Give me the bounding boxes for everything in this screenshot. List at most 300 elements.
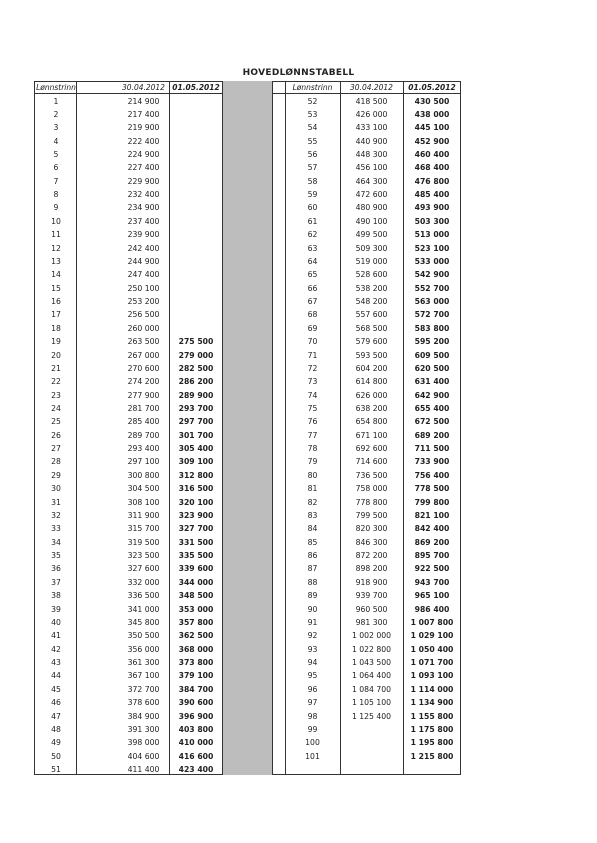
new-salary-cell: 513 000 [414, 230, 450, 240]
step-cell: 16 [51, 297, 61, 307]
column-divider [76, 81, 77, 775]
new-salary-cell: 1 114 000 [410, 684, 454, 694]
step-cell: 83 [307, 510, 318, 520]
new-salary-cell: 275 500 [178, 337, 214, 347]
step-cell: 18 [51, 323, 61, 333]
new-salary-cell [170, 148, 222, 161]
old-salary-cell: 918 900 [355, 577, 388, 587]
step-cell: 29 [51, 470, 61, 480]
old-salary-cell: 1 002 000 [351, 631, 392, 641]
old-salary-cell: 267 000 [127, 350, 160, 360]
step-cell: 24 [51, 404, 61, 413]
old-salary-cell: 297 100 [127, 457, 160, 467]
step-cell: 32 [51, 510, 61, 520]
step-cell: 68 [307, 310, 318, 320]
header-step-right: Lønnstrinn [292, 83, 333, 92]
old-salary-cell: 604 200 [355, 363, 388, 373]
new-salary-cell: 733 900 [414, 457, 450, 467]
step-cell: 78 [307, 444, 318, 454]
new-salary-cell [170, 201, 222, 214]
step-cell: 49 [51, 738, 61, 748]
step-cell: 58 [307, 176, 318, 186]
new-salary-cell [170, 95, 222, 108]
step-cell: 70 [307, 337, 318, 347]
step-cell: 35 [51, 551, 61, 561]
step-cell: 86 [307, 551, 318, 561]
step-cell: 43 [51, 658, 61, 668]
step-cell: 85 [307, 537, 318, 547]
step-cell: 52 [307, 96, 318, 106]
old-salary-cell: 229 900 [127, 176, 160, 186]
old-salary-cell: 253 200 [127, 297, 160, 307]
new-salary-cell [170, 268, 222, 281]
step-cell: 73 [307, 377, 318, 387]
new-salary-cell: 368 000 [178, 644, 214, 654]
new-salary-cell: 305 400 [178, 444, 214, 454]
old-salary-cell: 614 800 [355, 377, 388, 387]
step-cell: 31 [51, 497, 61, 507]
new-salary-cell: 430 500 [414, 96, 450, 106]
step-cell: 79 [307, 457, 318, 467]
step-cell: 10 [51, 216, 61, 226]
old-salary-cell: 263 500 [127, 337, 160, 347]
old-salary-cell: 404 600 [127, 751, 160, 761]
new-salary-cell: 339 600 [178, 564, 214, 574]
new-salary-cell: 1 215 800 [410, 751, 454, 761]
new-salary-cell [170, 108, 222, 121]
step-cell: 84 [307, 524, 318, 534]
old-salary-cell: 736 500 [355, 470, 388, 480]
new-salary-cell: 631 400 [414, 377, 450, 387]
step-cell: 75 [307, 404, 318, 413]
new-salary-cell: 609 500 [414, 350, 450, 360]
old-salary-cell: 304 500 [127, 484, 160, 494]
old-salary-cell: 548 200 [355, 297, 388, 307]
old-salary-cell: 499 500 [355, 230, 388, 240]
old-salary-cell: 448 300 [355, 149, 388, 159]
old-salary-cell: 308 100 [127, 497, 160, 507]
new-salary-cell [170, 308, 222, 321]
step-cell: 51 [51, 765, 61, 774]
new-salary-cell: 552 700 [414, 283, 450, 293]
step-cell: 28 [51, 457, 61, 467]
step-cell: 60 [307, 203, 318, 213]
new-salary-cell: 1 134 900 [410, 698, 454, 708]
step-cell: 12 [51, 243, 61, 253]
step-cell: 30 [51, 484, 61, 494]
new-salary-cell: 493 900 [414, 203, 450, 213]
old-salary-cell: 528 600 [355, 270, 388, 280]
new-salary-cell [170, 121, 222, 134]
old-salary-cell: 256 500 [127, 310, 160, 320]
old-salary-cell: 692 600 [355, 444, 388, 454]
step-cell: 45 [51, 684, 61, 694]
new-salary-cell: 301 700 [178, 430, 214, 440]
new-salary-cell: 778 500 [414, 484, 450, 494]
new-salary-cell: 943 700 [414, 577, 450, 587]
new-salary-cell: 282 500 [178, 363, 214, 373]
step-cell: 13 [51, 256, 61, 266]
step-cell: 64 [307, 256, 318, 266]
step-cell: 9 [53, 203, 59, 213]
step-cell: 5 [53, 149, 59, 159]
new-salary-cell [170, 161, 222, 174]
old-salary-cell: 472 600 [355, 190, 388, 200]
step-cell: 81 [307, 484, 318, 494]
new-salary-cell [170, 135, 222, 148]
old-salary-cell: 593 500 [355, 350, 388, 360]
step-cell: 92 [307, 631, 318, 641]
step-cell: 36 [51, 564, 61, 574]
step-cell: 2 [53, 109, 59, 119]
new-salary-cell: 384 700 [178, 684, 214, 694]
old-salary-cell: 237 400 [127, 216, 160, 226]
new-salary-cell: 297 700 [178, 417, 214, 427]
step-cell: 27 [51, 444, 61, 454]
old-salary-cell: 332 000 [127, 577, 160, 587]
old-salary-cell: 778 800 [355, 497, 388, 507]
new-salary-cell: 320 100 [178, 497, 214, 507]
old-salary-cell: 939 700 [355, 591, 388, 601]
new-salary-cell: 353 000 [178, 604, 214, 614]
step-cell: 41 [51, 631, 61, 641]
new-salary-cell: 485 400 [414, 190, 450, 200]
old-salary-cell: 872 200 [355, 551, 388, 561]
old-salary-cell: 227 400 [127, 163, 160, 173]
new-salary-cell: 445 100 [414, 123, 450, 133]
old-salary-cell: 274 200 [127, 377, 160, 387]
new-salary-cell: 423 400 [178, 765, 214, 774]
old-salary-cell: 1 105 100 [351, 698, 392, 708]
old-salary-cell: 285 400 [127, 417, 160, 427]
new-salary-cell: 895 700 [414, 551, 450, 561]
old-salary-cell: 356 000 [127, 644, 160, 654]
old-salary-cell: 758 000 [355, 484, 388, 494]
new-salary-cell: 620 500 [414, 363, 450, 373]
step-cell: 87 [307, 564, 318, 574]
new-salary-cell [170, 228, 222, 241]
step-cell: 62 [307, 230, 318, 240]
step-cell: 91 [307, 617, 318, 627]
step-cell: 96 [307, 684, 318, 694]
old-salary-cell: 579 600 [355, 337, 388, 347]
step-cell: 100 [305, 738, 320, 748]
step-cell: 77 [307, 430, 318, 440]
old-salary-cell: 345 800 [127, 617, 160, 627]
step-cell: 101 [305, 751, 320, 761]
new-salary-cell: 379 100 [178, 671, 214, 681]
new-salary-cell: 312 800 [178, 470, 214, 480]
new-salary-cell: 689 200 [414, 430, 450, 440]
step-cell: 82 [307, 497, 318, 507]
new-salary-cell: 503 300 [414, 216, 450, 226]
new-salary-cell [170, 242, 222, 255]
step-cell: 33 [51, 524, 61, 534]
old-salary-cell: 464 300 [355, 176, 388, 186]
new-salary-cell: 572 700 [414, 310, 450, 320]
new-salary-cell [170, 188, 222, 201]
new-salary-cell: 1 093 100 [410, 671, 454, 681]
old-salary-cell: 820 300 [355, 524, 388, 534]
new-salary-cell: 965 100 [414, 591, 450, 601]
old-salary-cell: 456 100 [355, 163, 388, 173]
old-salary-cell: 293 400 [127, 444, 160, 454]
old-salary-cell: 638 200 [355, 404, 388, 413]
old-salary-cell: 433 100 [355, 123, 388, 133]
old-salary-cell: 981 300 [355, 617, 388, 627]
step-cell: 26 [51, 430, 61, 440]
step-cell: 99 [307, 724, 318, 734]
old-salary-cell: 519 000 [355, 256, 388, 266]
new-salary-cell: 331 500 [178, 537, 214, 547]
old-salary-cell: 239 900 [127, 230, 160, 240]
step-cell: 11 [51, 230, 61, 240]
step-cell: 63 [307, 243, 318, 253]
header-new-left: 01.05.2012 [172, 83, 220, 92]
table-separator-band [222, 81, 273, 775]
old-salary-cell: 244 900 [127, 256, 160, 266]
new-salary-cell: 403 800 [178, 724, 214, 734]
old-salary-cell: 336 500 [127, 591, 160, 601]
old-salary-cell: 418 500 [355, 96, 388, 106]
new-salary-cell: 1 050 400 [410, 644, 454, 654]
old-salary-cell: 626 000 [355, 390, 388, 400]
old-salary-cell: 242 400 [127, 243, 160, 253]
old-salary-cell: 509 300 [355, 243, 388, 253]
old-salary-cell: 372 700 [127, 684, 160, 694]
step-cell: 74 [307, 390, 318, 400]
new-salary-cell: 542 900 [414, 270, 450, 280]
step-cell: 65 [307, 270, 318, 280]
old-salary-cell: 671 100 [355, 430, 388, 440]
old-salary-cell: 281 700 [127, 404, 160, 413]
new-salary-cell [170, 175, 222, 188]
header-old-left: 30.04.2012 [122, 83, 165, 92]
old-salary-cell: 319 500 [127, 537, 160, 547]
step-cell: 59 [307, 190, 318, 200]
old-salary-cell: 277 900 [127, 390, 160, 400]
old-salary-cell: 799 500 [355, 510, 388, 520]
new-salary-cell [170, 322, 222, 335]
old-salary-cell: 247 400 [127, 270, 160, 280]
step-cell: 14 [51, 270, 61, 280]
new-salary-cell: 416 600 [178, 751, 214, 761]
new-salary-cell: 316 500 [178, 484, 214, 494]
old-salary-cell: 234 900 [127, 203, 160, 213]
step-cell: 89 [307, 591, 318, 601]
new-salary-cell: 476 800 [414, 176, 450, 186]
new-salary-cell: 711 500 [414, 444, 450, 454]
step-cell: 15 [51, 283, 61, 293]
old-salary-cell: 654 800 [355, 417, 388, 427]
old-salary-cell: 350 500 [127, 631, 160, 641]
old-salary-cell: 398 000 [127, 738, 160, 748]
step-cell: 7 [53, 176, 59, 186]
new-salary-cell: 438 000 [414, 109, 450, 119]
step-cell: 19 [51, 337, 61, 347]
step-cell: 46 [51, 698, 61, 708]
old-salary-cell: 289 700 [127, 430, 160, 440]
step-cell: 98 [307, 711, 318, 721]
new-salary-cell: 452 900 [414, 136, 450, 146]
old-salary-cell: 367 100 [127, 671, 160, 681]
new-salary-cell: 396 900 [178, 711, 214, 721]
new-salary-cell: 642 900 [414, 390, 450, 400]
old-salary-cell: 1 084 700 [351, 684, 392, 694]
new-salary-cell: 869 200 [414, 537, 450, 547]
old-salary-cell: 260 000 [127, 323, 160, 333]
step-cell: 21 [51, 363, 61, 373]
old-salary-cell: 898 200 [355, 564, 388, 574]
new-salary-cell: 362 500 [178, 631, 214, 641]
old-salary-cell: 224 900 [127, 149, 160, 159]
step-cell: 80 [307, 470, 318, 480]
old-salary-cell: 378 600 [127, 698, 160, 708]
step-cell: 1 [53, 96, 59, 106]
old-salary-cell: 270 600 [127, 363, 160, 373]
new-salary-cell: 289 900 [178, 390, 214, 400]
step-cell: 40 [51, 617, 61, 627]
new-salary-cell: 655 400 [414, 404, 450, 413]
step-cell: 39 [51, 604, 61, 614]
new-salary-cell [170, 255, 222, 268]
step-cell: 34 [51, 537, 61, 547]
old-salary-cell: 480 900 [355, 203, 388, 213]
old-salary-cell: 214 900 [127, 96, 160, 106]
step-cell: 50 [51, 751, 61, 761]
old-salary-cell: 1 022 800 [351, 644, 392, 654]
step-cell: 61 [307, 216, 318, 226]
step-cell: 54 [307, 123, 318, 133]
old-salary-cell: 391 300 [127, 724, 160, 734]
old-salary-cell: 384 900 [127, 711, 160, 721]
old-salary-cell: 327 600 [127, 564, 160, 574]
step-cell: 23 [51, 390, 61, 400]
new-salary-cell: 595 200 [414, 337, 450, 347]
new-salary-cell: 327 700 [178, 524, 214, 534]
old-salary-cell: 568 500 [355, 323, 388, 333]
step-cell: 56 [307, 149, 318, 159]
step-cell: 3 [53, 123, 59, 133]
new-salary-cell: 756 400 [414, 470, 450, 480]
new-salary-cell: 1 155 800 [410, 711, 454, 721]
step-cell: 95 [307, 671, 318, 681]
new-salary-cell: 460 400 [414, 149, 450, 159]
old-salary-cell: 490 100 [355, 216, 388, 226]
new-salary-cell: 335 500 [178, 551, 214, 561]
step-cell: 37 [51, 577, 61, 587]
step-cell: 71 [307, 350, 318, 360]
old-salary-cell: 426 000 [355, 109, 388, 119]
new-salary-cell [170, 215, 222, 228]
old-salary-cell: 315 700 [127, 524, 160, 534]
new-salary-cell [170, 295, 222, 308]
step-cell: 90 [307, 604, 318, 614]
new-salary-cell: 523 100 [414, 243, 450, 253]
new-salary-cell: 348 500 [178, 591, 214, 601]
new-salary-cell: 986 400 [414, 604, 450, 614]
new-salary-cell: 286 200 [178, 377, 214, 387]
old-salary-cell [340, 736, 403, 749]
old-salary-cell: 538 200 [355, 283, 388, 293]
new-salary-cell: 410 000 [178, 738, 214, 748]
old-salary-cell: 557 600 [355, 310, 388, 320]
new-salary-cell: 344 000 [178, 577, 214, 587]
new-salary-cell: 1 007 800 [410, 617, 454, 627]
new-salary-cell: 373 800 [178, 658, 214, 668]
old-salary-cell: 232 400 [127, 190, 160, 200]
step-cell: 20 [51, 350, 61, 360]
step-cell: 42 [51, 644, 61, 654]
step-cell: 66 [307, 283, 318, 293]
new-salary-cell: 821 100 [414, 510, 450, 520]
step-cell: 57 [307, 163, 318, 173]
step-cell: 38 [51, 591, 61, 601]
new-salary-cell: 563 000 [414, 297, 450, 307]
new-salary-cell: 279 000 [178, 350, 214, 360]
step-cell: 22 [51, 377, 61, 387]
step-cell: 8 [53, 190, 59, 200]
old-salary-cell: 217 400 [127, 109, 160, 119]
old-salary-cell: 1 125 400 [351, 711, 392, 721]
old-salary-cell: 1 064 400 [351, 671, 392, 681]
new-salary-cell: 533 000 [414, 256, 450, 266]
old-salary-cell: 300 800 [127, 470, 160, 480]
step-cell: 72 [307, 363, 318, 373]
header-new-right: 01.05.2012 [408, 83, 456, 92]
old-salary-cell: 846 300 [355, 537, 388, 547]
page-title: HOVEDLØNNSTABELL [242, 68, 355, 78]
new-salary-cell: 672 500 [414, 417, 450, 427]
step-cell: 53 [307, 109, 318, 119]
old-salary-cell: 1 043 500 [351, 658, 392, 668]
new-salary-cell: 390 600 [178, 698, 214, 708]
header-old-right: 30.04.2012 [350, 83, 393, 92]
new-salary-cell: 1 071 700 [410, 658, 454, 668]
new-salary-cell: 468 400 [414, 163, 450, 173]
step-cell: 93 [307, 644, 318, 654]
new-salary-cell: 922 500 [414, 564, 450, 574]
step-cell: 97 [307, 698, 318, 708]
old-salary-cell: 361 300 [127, 658, 160, 668]
step-cell: 88 [307, 577, 318, 587]
header-step-left: Lønnstrinn [36, 83, 76, 92]
old-salary-cell [340, 723, 403, 736]
new-salary-cell: 323 900 [178, 510, 214, 520]
old-salary-cell: 411 400 [127, 765, 160, 774]
new-salary-cell: 1 195 800 [410, 738, 454, 748]
new-salary-cell: 842 400 [414, 524, 450, 534]
new-salary-cell [170, 282, 222, 295]
old-salary-cell: 323 500 [127, 551, 160, 561]
new-salary-cell: 1 029 100 [410, 631, 454, 641]
old-salary-cell [340, 750, 403, 763]
old-salary-cell: 250 100 [127, 283, 160, 293]
step-cell: 94 [307, 658, 318, 668]
old-salary-cell: 960 500 [355, 604, 388, 614]
step-cell: 69 [307, 323, 318, 333]
step-cell: 47 [51, 711, 61, 721]
new-salary-cell: 309 100 [178, 457, 214, 467]
step-cell: 6 [53, 163, 59, 173]
new-salary-cell: 357 800 [178, 617, 214, 627]
new-salary-cell: 799 800 [414, 497, 450, 507]
new-salary-cell: 293 700 [178, 404, 214, 413]
step-cell: 55 [307, 136, 318, 146]
step-cell: 17 [51, 310, 61, 320]
old-salary-cell: 714 600 [355, 457, 388, 467]
new-salary-cell: 583 800 [414, 323, 450, 333]
